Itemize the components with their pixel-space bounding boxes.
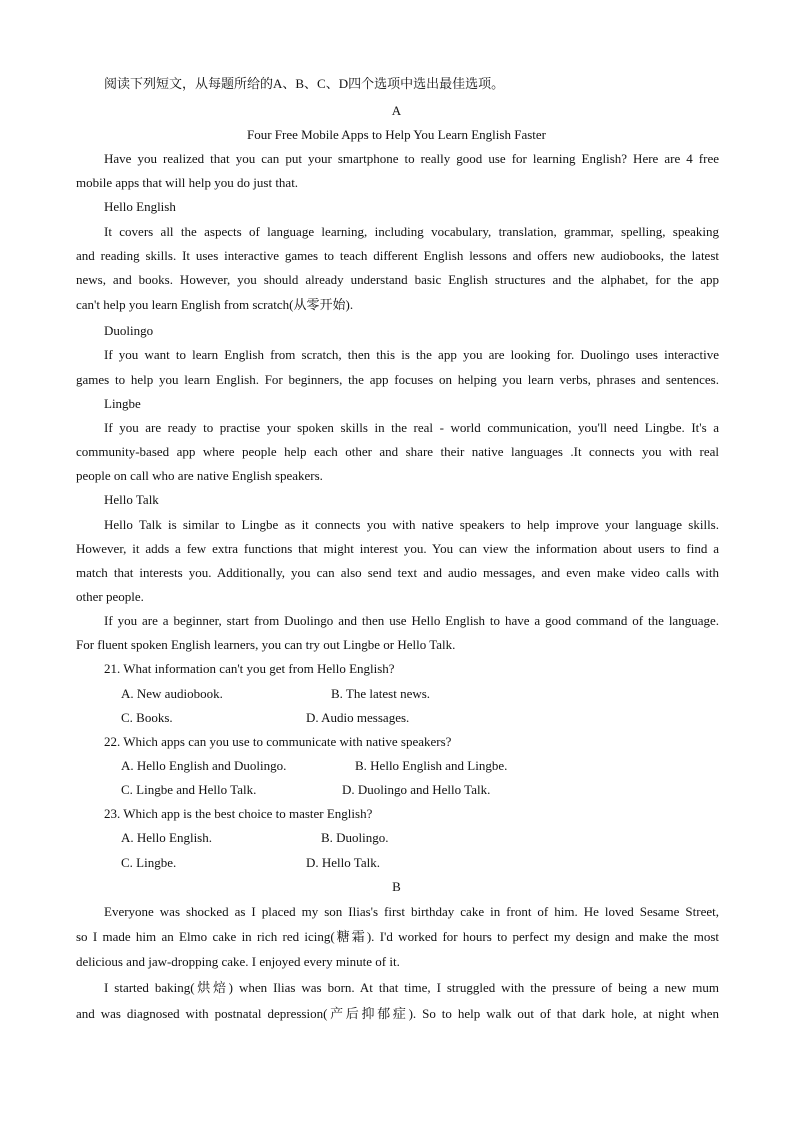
passage-b-label: B xyxy=(392,879,401,894)
app4-name: Hello Talk xyxy=(104,492,159,507)
ending-line-1: If you are a beginner, start from Duolingo and then use Hello English to have a good command of the language. xyxy=(104,613,719,628)
question-21-option-d[interactable]: D. Audio messages. xyxy=(306,710,410,725)
app2-line-2: games to help you learn English. For beginners, the app focuses on helping you learn verbs, phrases and sentences. xyxy=(76,372,719,387)
question-23-option-c[interactable]: C. Lingbe. xyxy=(121,855,177,870)
passage-a-label: A xyxy=(391,103,402,118)
app1-line-2: and reading skills. It uses interactive games to teach different English lessons and offers new audiobooks, the latest xyxy=(76,248,719,263)
question-22-option-c[interactable]: C. Lingbe and Hello Talk. xyxy=(121,782,257,797)
app3-line-2: community-based app where people help each other and share their native languages .It connects you with real xyxy=(76,444,719,459)
app1-name: Hello English xyxy=(104,199,176,214)
question-23-option-a[interactable]: A. Hello English. xyxy=(121,830,212,845)
question-21-stem: 21. What information can't you get from Hello English? xyxy=(104,661,395,676)
question-21-option-b[interactable]: B. The latest news. xyxy=(331,686,431,701)
question-21-option-c[interactable]: C. Books. xyxy=(121,710,173,725)
app3-line-1: If you are ready to practise your spoken skills in the real - world communication, you'll need Lingbe. It's a xyxy=(104,420,719,435)
ending-line-2: For fluent spoken English learners, you can try out Lingbe or Hello Talk. xyxy=(76,637,456,652)
app4-line-1: Hello Talk is similar to Lingbe as it connects you with native speakers to help improve your language skills. xyxy=(104,517,719,532)
question-21-option-a[interactable]: A. New audiobook. xyxy=(121,686,223,701)
question-22-option-b[interactable]: B. Hello English and Lingbe. xyxy=(355,758,508,773)
passage-b-p2-line-2: and was diagnosed with postnatal depression(产后抑郁症). So to help walk out of that dark hole, at night when xyxy=(76,1006,719,1021)
app4-line-4: other people. xyxy=(76,589,144,604)
passage-a-title: Four Free Mobile Apps to Help You Learn English Faster xyxy=(247,127,546,142)
app1-line-3: news, and books. However, you should already understand basic English structures and the alphabet, for the app xyxy=(76,272,719,287)
instruction: 阅读下列短文，从每题所给的A、B、C、D四个选项中选出最佳选项。 xyxy=(104,76,505,91)
app2-line-1: If you want to learn English from scratch, then this is the app you are looking for. Duolingo uses interactive xyxy=(104,347,719,362)
question-23-stem: 23. Which app is the best choice to master English? xyxy=(104,806,373,821)
app3-line-3: people on call who are native English speakers. xyxy=(76,468,323,483)
app4-line-2: However, it adds a few extra functions that might interest you. You can view the information about users to find a xyxy=(76,541,719,556)
app2-name: Duolingo xyxy=(104,323,154,338)
passage-b-p1-line-1: Everyone was shocked as I placed my son Ilias's first birthday cake in front of him. He loved Sesame Street, xyxy=(104,904,719,919)
app4-line-3: match that interests you. Additionally, you can also send text and audio messages, and even make video calls with xyxy=(76,565,719,580)
question-22-option-a[interactable]: A. Hello English and Duolingo. xyxy=(121,758,287,773)
passage-b-p1-line-3: delicious and jaw-dropping cake. I enjoyed every minute of it. xyxy=(76,954,400,969)
intro-line-2: mobile apps that will help you do just that. xyxy=(76,175,299,190)
question-22-option-d[interactable]: D. Duolingo and Hello Talk. xyxy=(342,782,491,797)
app1-line-4: can't help you learn English from scratch(从零开始). xyxy=(76,297,354,312)
app3-name: Lingbe xyxy=(104,396,141,411)
question-23-option-b[interactable]: B. Duolingo. xyxy=(321,830,389,845)
passage-b-p2-line-1: I started baking(烘焙) when Ilias was born. At that time, I struggled with the pressure of being a new mum xyxy=(104,980,719,995)
app1-line-1: It covers all the aspects of language learning, including vocabulary, translation, grammar, spelling, speaking xyxy=(104,224,719,239)
question-23-option-d[interactable]: D. Hello Talk. xyxy=(306,855,380,870)
question-22-stem: 22. Which apps can you use to communicate with native speakers? xyxy=(104,734,452,749)
intro-line-1: Have you realized that you can put your smartphone to really good use for learning English? Here are 4 free xyxy=(104,151,719,166)
passage-b-p1-line-2: so I made him an Elmo cake in rich red icing(糖霜). I'd worked for hours to perfect my design and make the most xyxy=(76,929,719,944)
